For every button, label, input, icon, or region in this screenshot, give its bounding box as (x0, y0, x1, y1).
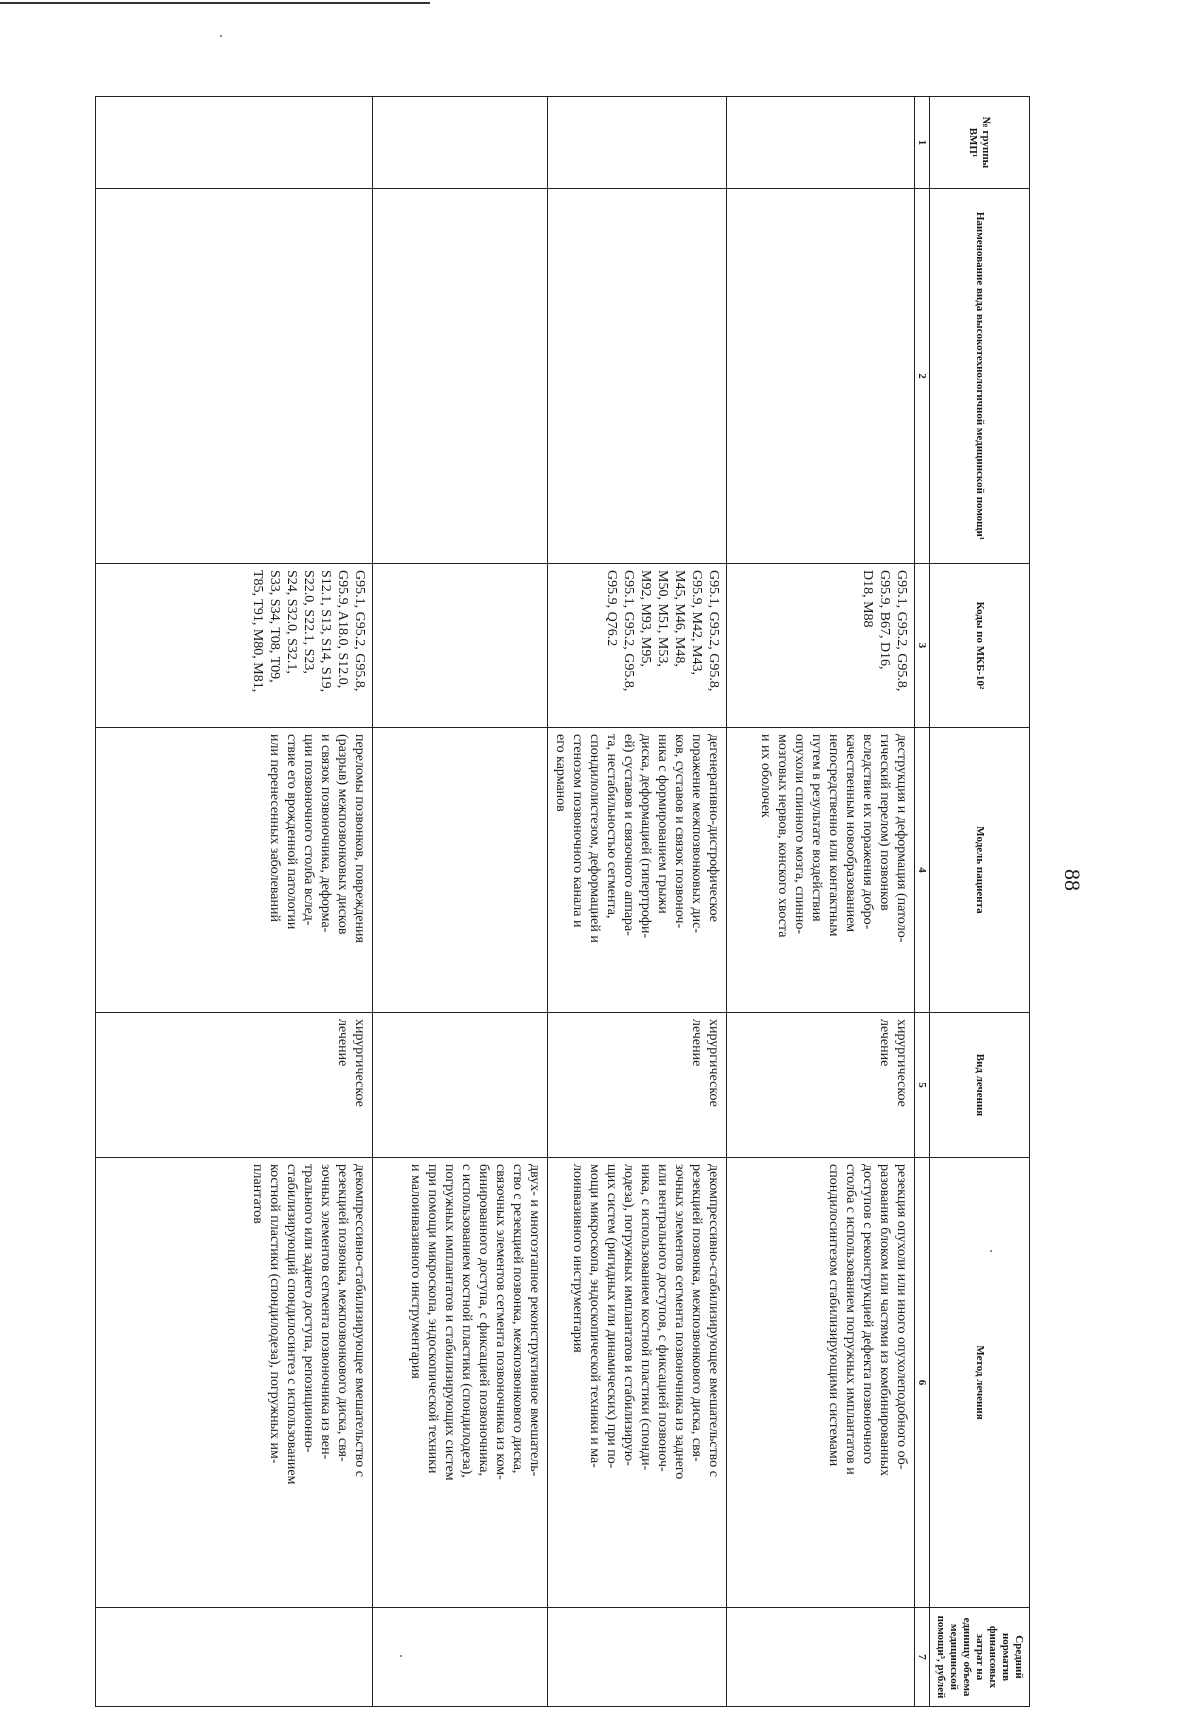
header-model: Модель пациента (930, 728, 1030, 1013)
cell-method: резекция опухоли или иного опухолеподобного об- разования блоком или частями из комбинированных доступов с реконструкцией дефекта позвоночного столба с использованием погружных имплантатов и спондилосинтезом стабилизирующими системами (727, 1158, 915, 1608)
column-number: 6 (915, 1158, 930, 1608)
cell-method: декомпрессивно-стабилизирующее вмешательство с резекцией позвонка, межпозвонкового диска, свя- зочных элементов сегмента позвоночника из вен- трального или заднего доступа, репозициионно- стабилизирующий спондилосинтез с использованием костной пластики (спондилодеза), погружных им- плантатов (96, 1158, 373, 1608)
table-row (373, 97, 548, 1707)
header-method: Метод лечения (930, 1158, 1030, 1608)
cell-name (548, 189, 727, 564)
header-cost: Средний норматив финансовых затрат на единицу объема медицинской помощи³, рублей (930, 1608, 1030, 1707)
cell-cost (548, 1608, 727, 1707)
header-codes: Коды по МКБ-10² (930, 564, 1030, 728)
cell-group (373, 97, 548, 189)
cell-treatment (373, 1013, 548, 1158)
cell-group (548, 97, 727, 189)
column-number: 3 (915, 564, 930, 728)
cell-model: переломы позвонков, повреждения (разрыв) межпозвонковых дисков и связок позвоночника, деформа- ции позвоночного столба вслед- ствие его врожденной патологии или перенесенных заболеваний (96, 728, 373, 1013)
cell-method: двух- и многоэтапное реконструктивное вмешатель- ство с резекцией позвонка, межпозвонкового диска, связочных элементов сегмента позвоночника из ком- бинированного доступа, с фиксацией позвоночника, с использованием костной пластики (спондилодеза), погружных имплантатов и стабилизирующих систем при помощи микроскопа, эндоскопической техники и малоинвазивного инструментария (373, 1158, 548, 1608)
table-row (96, 97, 373, 1707)
header-treatment: Вид лечения (930, 1013, 1030, 1158)
cell-name (96, 189, 373, 564)
cell-codes (373, 564, 548, 728)
column-number: 7 (915, 1608, 930, 1707)
cell-name (727, 189, 915, 564)
column-number-row (915, 97, 930, 1707)
vmp-table (95, 96, 1030, 1707)
cell-codes: G95.1, G95.2, G95.8, G95.9, A18.0, S12.0, S12.1, S13, S14, S19, S22.0, S22.1, S23, S24, S32.0, S32.1, S33, S34, T08, T09, T85, T91, M80, M81, (96, 564, 373, 728)
cell-codes: G95.1, G95.2, G95.8, G95.9, M42, M43, M45, M46, M48, M50, M51, M53, M92, M93, M95, G95.1, G95.2, G95.8, G95.9, Q76.2 (548, 564, 727, 728)
scan-speck (220, 35, 222, 37)
column-number: 1 (915, 97, 930, 189)
header-group: № группы ВМП¹ (930, 97, 1030, 189)
cell-group (727, 97, 915, 189)
cell-method: декомпрессивно-стабилизирующее вмешательство с резекцией позвонка, межпозвонкового диска, свя- зочных элементов сегмента позвоночника из заднего или вентрального доступов, с фиксацией позвоноч- ника, с использованием костной пластики (спонди- лодеза), погружных имплантатов и стабилизирую- щих систем (ригидных или динамических) при по- мощи микроскопа, эндоскопической техники и ма- лоинвазивного инструментария (548, 1158, 727, 1608)
cell-treatment: хирургическое лечение (96, 1013, 373, 1158)
cell-cost (727, 1608, 915, 1707)
cell-codes: G95.1, G95.2, G95.8, G95.9, B67, D16, D18, M88 (727, 564, 915, 728)
table-row (548, 97, 727, 1707)
cell-cost (96, 1608, 373, 1707)
cell-treatment: хирургическое лечение (727, 1013, 915, 1158)
column-number: 4 (915, 728, 930, 1013)
cell-cost (373, 1608, 548, 1707)
column-number: 5 (915, 1013, 930, 1158)
rotated-table-container (95, 96, 1030, 1706)
table-row (727, 97, 915, 1707)
header-name: Наименование вида высокотехнологичной медицинской помощи¹ (930, 189, 1030, 564)
cell-name (373, 189, 548, 564)
cell-model (373, 728, 548, 1013)
cell-treatment: хирургическое лечение (548, 1013, 727, 1158)
column-number: 2 (915, 189, 930, 564)
cell-model: деструкция и деформация (патоло- гический перелом) позвонков вследствие их поражения добро- качественным новообразованием непосредственно или контактным путем в результате воздействия опухоли спинного мозга, спинно- мозговых нервов, конского хвоста и их оболочек (727, 728, 915, 1013)
cell-group (96, 97, 373, 189)
header-row (930, 97, 1030, 1707)
page-number: 88 (1060, 869, 1085, 891)
scan-edge-top (0, 2, 430, 4)
cell-model: дегенеративно-дистрофическое поражение межпозвонковых дис- ков, суставов и связок позвоноч- ника с формированием грыжи диска, деформацией (гипертрофи- ей) суставов и связочного аппара- та, нестабильностью сегмента, спондилолистезом, деформацией и стенозом позвоночного канала и его карманов (548, 728, 727, 1013)
